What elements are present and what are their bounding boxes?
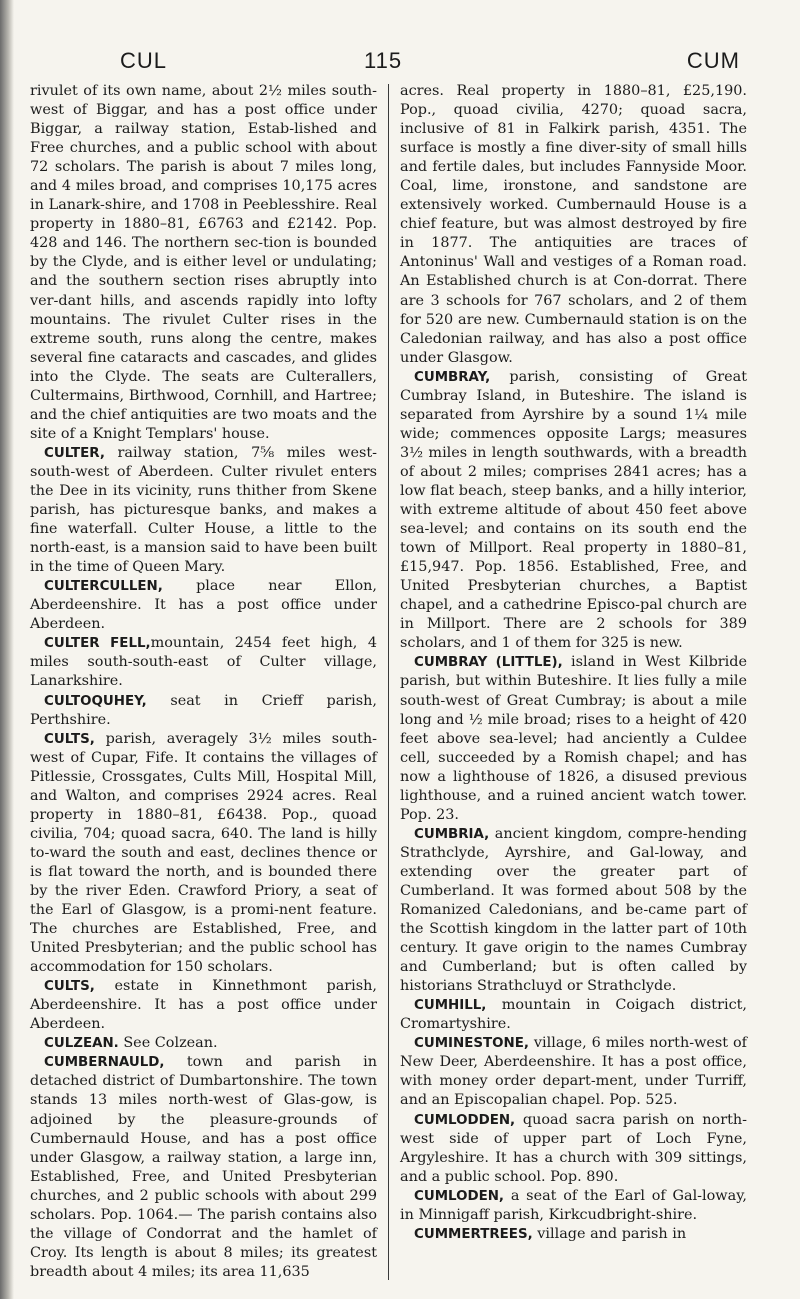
header-left-guide-word: CUL (120, 48, 168, 73)
entry (30, 82, 377, 444)
entry (30, 577, 377, 634)
entry-text: quoad sacra parish on north-west side of upper part of Loch Fyne, Argyleshire. It has a church with 309 sittings, and a public school. Pop. 890. (400, 1111, 747, 1185)
entry-text: railway station, 7⅝ miles west-south-west of Aberdeen. Culter rivulet enters the Dee in its vicinity, runs thither from Skene parish, has picturesque banks, and makes a fine waterfall. Culter House, a little to the north-east, is a mansion said to have been built in the time of Queen Mary. (30, 444, 377, 576)
entry (400, 82, 747, 368)
entry-headword: CUMLODDEN, (414, 1112, 516, 1128)
entry-headword: CULTERCULLEN, (44, 579, 163, 595)
entry (400, 996, 747, 1034)
entry (400, 1034, 747, 1110)
entry-text: a seat of the Earl of Gal-loway, in Minnigaff parish, Kirkcudbright-shire. (400, 1187, 747, 1223)
entry-headword: CUMBRIA, (414, 826, 490, 842)
entry-text: estate in Kinnethmont parish, Aberdeenshire. It has a post office under Aberdeen. (30, 978, 377, 1033)
entry-text: village and parish in (532, 1225, 687, 1242)
column-divider (388, 84, 389, 1280)
entry-headword: CULTER, (44, 445, 105, 461)
entry-headword: CUMHILL, (414, 998, 487, 1014)
entry-text: rivulet of its own name, about 2½ miles south-west of Biggar, and has a post office under Biggar, a railway station, Estab-lished and Free churches, and a public school with about 72 scholars. The parish is about 7 miles long, and 4 miles broad, and comprises 10,175 acres in Lanark-shire, and 1708 in Peeblesshire. Real property in 1880–81, £6763 and £2142. Pop. 428 and 146. The northern sec-tion is bounded by the Clyde, and is either level or undulating; and the southern section rises abruptly into ver-dant hills, and ascends rapidly into lofty mountains. The rivulet Culter rises in the extreme south, runs along the centre, makes several fine cataracts and cascades, and glides into the Clyde. The seats are Culterallers, Cultermains, Birthwood, Cornhill, and Hartree; and the chief antiquities are two moats and the site of a Knight Templars' house. (30, 83, 377, 442)
entry (400, 1187, 747, 1225)
entry (400, 825, 747, 996)
entry-headword: CUMBRAY (LITTLE), (414, 655, 563, 671)
entry (30, 1053, 377, 1282)
right-column (400, 82, 747, 1244)
entry-text: mountain, 2454 feet high, 4 miles south-south-east of Culter village, Lanarkshire. (30, 635, 377, 690)
entry-headword: CUMBRAY, (414, 369, 491, 385)
entry-text: village, 6 miles north-west of New Deer, Aberdeenshire. It has a post office, with money order depart-ment, under Turriff, and an Episcopalian chapel. Pop. 525. (400, 1035, 747, 1109)
entry-text: mountain in Coigach district, Cromartyshire. (400, 997, 747, 1033)
entry-headword: CULTOQUHEY, (44, 693, 147, 709)
entry (400, 653, 747, 824)
entry-headword: CULZEAN. (44, 1036, 119, 1052)
entry (30, 634, 377, 691)
entry (400, 1111, 747, 1187)
left-column (30, 82, 377, 1282)
entry-headword: CULTS, (44, 731, 95, 747)
running-header (40, 48, 780, 78)
entry (30, 730, 377, 978)
page-number: 115 (364, 48, 403, 73)
entry-text: See Colzean. (118, 1035, 218, 1052)
entry-text: island in West Kilbride parish, but within Buteshire. It lies fully a mile south-west of Great Cumbray; is about a mile long and ½ mile broad; rises to a height of 420 feet above sea-level; had anciently a Culdee cell, succeeded by a Romish chapel; and has now a lighthouse of 1826, a disused previous lighthouse, and a ruined ancient watch tower. Pop. 23. (400, 654, 747, 823)
entry-text: parish, averagely 3½ miles south-west of Cupar, Fife. It contains the villages of Pitlessie, Crossgates, Cults Mill, Hospital Mill, and Walton, and comprises 2924 acres. Real property in 1880–81, £6438. Pop., quoad civilia, 704; quoad sacra, 640. The land is hilly to-ward the south and east, declines thence or is flat toward the north, and is bounded there by the river Eden. Crawford Priory, a seat of the Earl of Glasgow, is a promi-nent feature. The churches are Established, Free, and United Presbyterian; and the public school has accommodation for 150 scholars. (30, 730, 377, 976)
entry-headword: CULTER FELL, (44, 636, 151, 652)
entry-text: seat in Crieff parish, Perthshire. (30, 692, 377, 728)
entry (30, 692, 377, 730)
entry (400, 1225, 747, 1244)
entry-text: place near Ellon, Aberdeenshire. It has a post office under Aberdeen. (30, 578, 377, 633)
entry-headword: CUMLODEN, (414, 1188, 505, 1204)
entry (400, 368, 747, 654)
page-binding-shadow (0, 0, 14, 1299)
entry-headword: CUMBERNAULD, (44, 1055, 165, 1071)
header-right-guide-word: CUM (686, 48, 740, 73)
entry (30, 444, 377, 577)
entry-headword: CUMMERTREES, (414, 1226, 533, 1242)
entry (30, 1034, 377, 1053)
entry-text: acres. Real property in 1880–81, £25,190. Pop., quoad civilia, 4270; quoad sacra, inclusive of 81 in Falkirk parish, 4351. The surface is mostly a fine diver-sity of small hills and fertile dales, but includes Fannyside Moor. Coal, lime, ironstone, and sandstone are extensively worked. Cumbernauld House is a chief feature, but was almost destroyed by fire in 1877. The antiquities are traces of Antoninus' Wall and vestiges of a Roman road. An Established church is at Con-dorrat. There are 3 schools for 767 scholars, and 2 of them for 520 are new. Cumbernauld station is on the Caledonian railway, and has also a post office under Glasgow. (400, 83, 747, 366)
entry-headword: CUMINESTONE, (414, 1036, 529, 1052)
entry-headword: CULTS, (44, 979, 95, 995)
entry-text: ancient kingdom, compre-hending Strathclyde, Ayrshire, and Gal-loway, and extending over the greater part of Cumberland. It was formed about 508 by the Romanized Caledonians, and be-came part of the Scottish kingdom in the latter part of 10th century. It gave origin to the names Cumbray and Cumberland; but is often called by historians Strathcluyd or Strathclyde. (400, 825, 747, 995)
entry-text: parish, consisting of Great Cumbray Island, in Buteshire. The island is separated from Ayrshire by a sound 1¼ mile wide; commences opposite Largs; measures 3½ miles in length southwards, with a breadth of about 2 miles; comprises 2841 acres; has a low flat beach, steep banks, and a hilly interior, with extreme altitude of about 450 feet above sea-level; and contains on its south end the town of Millport. Real property in 1880–81, £15,947. Pop. 1856. Established, Free, and United Presbyterian churches, a Baptist chapel, and a cathedrine Episco-pal church are in Millport. There are 2 schools for 389 scholars, and 1 of them for 325 is new. (400, 368, 747, 652)
entry (30, 977, 377, 1034)
entry-text: town and parish in detached district of Dumbartonshire. The town stands 13 miles north-west of Glas-gow, is adjoined by the pleasure-grounds of Cumbernauld House, and has a post office under Glasgow, a railway station, a large inn, Established, Free, and United Presbyterian churches, and 2 public schools with about 299 scholars. Pop. 1064.— The parish contains also the village of Condorrat and the hamlet of Croy. Its length is about 8 miles; its greatest breadth about 4 miles; its area 11,635 (30, 1054, 377, 1280)
